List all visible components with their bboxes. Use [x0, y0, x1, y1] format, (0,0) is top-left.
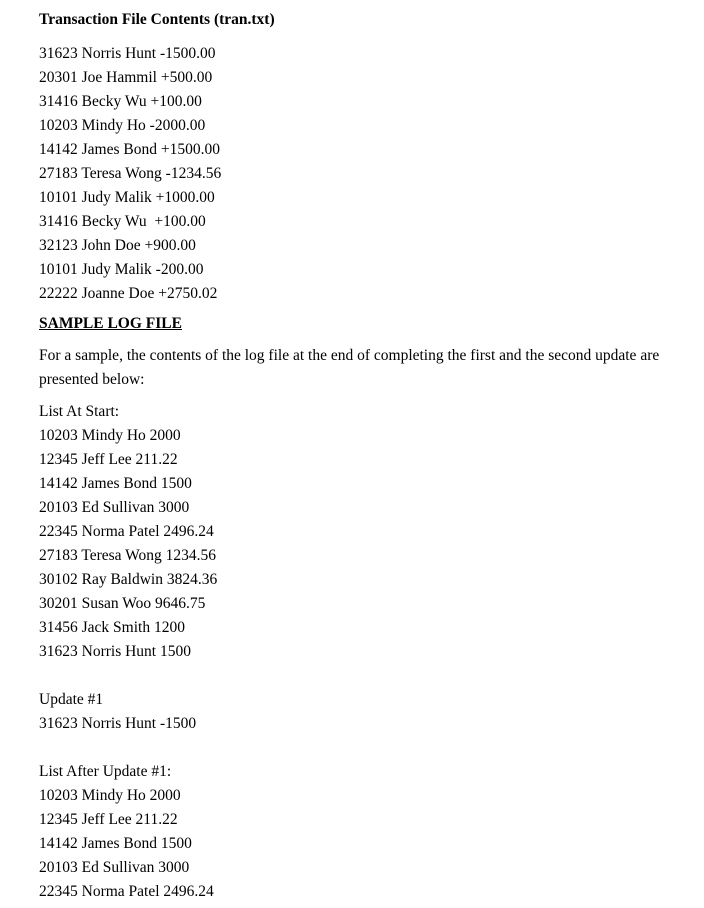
- list-line: 30201 Susan Woo 9646.75: [39, 595, 206, 612]
- update-1-label: Update #1: [39, 691, 104, 708]
- log-intro-paragraph: For a sample, the contents of the log file at the end of completing the first and the second update are presented below:: [39, 347, 660, 388]
- list-line: 30102 Ray Baldwin 3824.36: [39, 571, 218, 588]
- blank-line: [39, 736, 679, 760]
- tran-line: 31416 Becky Wu +100.00: [39, 93, 202, 110]
- list-at-start-label: List At Start:: [39, 403, 120, 420]
- list-line: 22345 Norma Patel 2496.24: [39, 883, 214, 900]
- tran-line: 10101 Judy Malik -200.00: [39, 261, 204, 278]
- list-line: 31623 Norris Hunt 1500: [39, 643, 191, 660]
- document-page: [39, 10, 679, 904]
- tran-file-lines: [39, 42, 679, 306]
- tran-line: 14142 James Bond +1500.00: [39, 141, 220, 158]
- list-line: 31456 Jack Smith 1200: [39, 619, 185, 636]
- tran-line: 32123 John Doe +900.00: [39, 237, 196, 254]
- sample-log-heading: SAMPLE LOG FILE: [39, 315, 182, 332]
- list-after-update-1-label: List After Update #1:: [39, 763, 172, 780]
- tran-line: 10203 Mindy Ho -2000.00: [39, 117, 206, 134]
- update-line: 31623 Norris Hunt -1500: [39, 715, 197, 732]
- blank-line: [39, 664, 679, 688]
- list-at-start: [39, 400, 679, 664]
- list-after-update-1: [39, 760, 679, 904]
- tran-line: 31416 Becky Wu +100.00: [39, 213, 206, 230]
- list-line: 22345 Norma Patel 2496.24: [39, 523, 214, 540]
- list-line: 27183 Teresa Wong 1234.56: [39, 547, 217, 564]
- tran-line: 22222 Joanne Doe +2750.02: [39, 285, 218, 302]
- list-line: 14142 James Bond 1500: [39, 475, 192, 492]
- list-line: 20103 Ed Sullivan 3000: [39, 859, 190, 876]
- list-line: 20103 Ed Sullivan 3000: [39, 499, 190, 516]
- update-1: [39, 688, 679, 736]
- tran-line: 10101 Judy Malik +1000.00: [39, 189, 215, 206]
- list-line: 10203 Mindy Ho 2000: [39, 427, 181, 444]
- list-line: 12345 Jeff Lee 211.22: [39, 451, 178, 468]
- tran-line: 31623 Norris Hunt -1500.00: [39, 45, 216, 62]
- list-line: 12345 Jeff Lee 211.22: [39, 811, 178, 828]
- list-line: 14142 James Bond 1500: [39, 835, 192, 852]
- tran-line: 27183 Teresa Wong -1234.56: [39, 165, 222, 182]
- tran-line: 20301 Joe Hammil +500.00: [39, 69, 213, 86]
- list-line: 10203 Mindy Ho 2000: [39, 787, 181, 804]
- tran-file-heading: Transaction File Contents (tran.txt): [39, 11, 275, 28]
